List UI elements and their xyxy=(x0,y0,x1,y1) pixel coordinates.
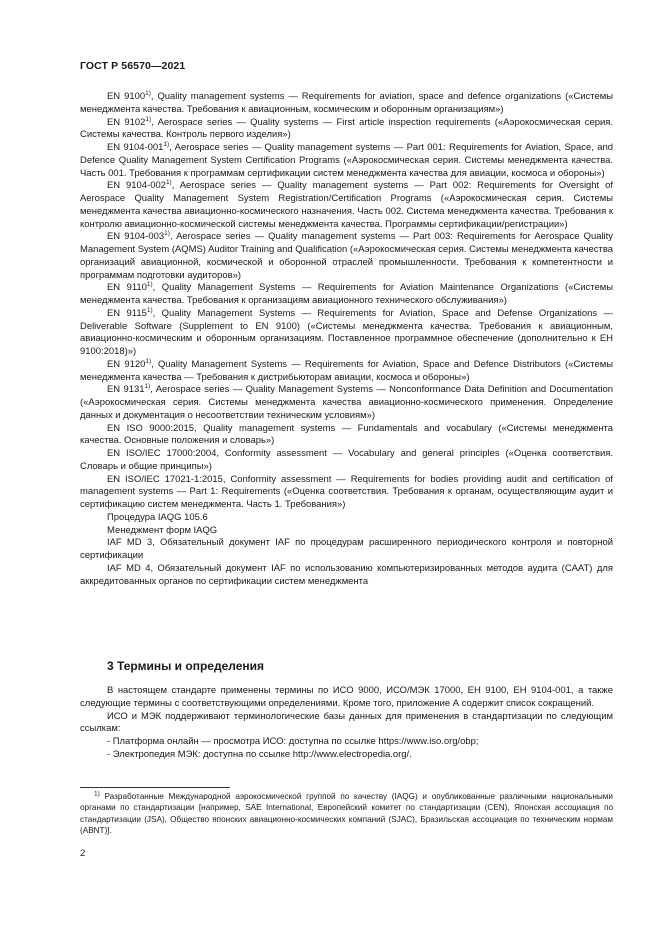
standard-header: ГОСТ Р 56570—2021 xyxy=(80,60,186,72)
paragraph: В настоящем стандарте применены термины по ИСО 9000, ИСО/МЭК 17000, ЕН 9100, ЕН 9104-001, а также следующие термины с соответствующими определениями. Кроме того, приложение А содержит список сокращений. xyxy=(80,685,613,709)
reference-item: EN ISO/IEC 17000:2004, Conformity assessment — Vocabulary and general principles («Оценка соответствия. Словарь и общие принципы») xyxy=(80,448,614,472)
reference-item: EN 9110$^{1)}$, Quality Management Systems — Requirements for Aviation Maintenance Organizations («Системы менеджмента качества. Требования к организациям авиационного технического обслуживания») xyxy=(80,281,613,306)
reference-list xyxy=(80,91,613,588)
footnote xyxy=(80,791,613,837)
reference-item: Менеджмент форм IAQG xyxy=(107,524,218,536)
reference-item: Процедура IAQG 105.6 xyxy=(107,511,208,523)
reference-item: IAF MD 4, Обязательный документ IAF по использованию компьютеризированных методов аудита (CAAT) для аккредитованных органов по сертификации систем менеджмента xyxy=(80,562,613,587)
paragraph: ИСО и МЭК поддерживают терминологические базы данных для применения в стандартизации по следующим ссылкам: xyxy=(80,710,613,735)
reference-item: EN ISO/IEC 17021-1:2015, Conformity assessment — Requirements for bodies providing audit and certification of management systems — Part 1: Requirements («Оценка соответствия. Требования к органам, осуществляющим аудит и сертификацию систем менеджмента. Часть 1. Требования») xyxy=(80,473,613,510)
reference-item: EN 9131$^{1)}$, Aerospace series — Quality Management Systems — Nonconformance Data Definition and Documentation («Аэрокосмическая серия. Системы менеджмента качества авиационно-космического применения. Определение данных и документация о несоответствии техническим условиям») xyxy=(80,383,613,421)
reference-item: EN 9100$^{1)}$, Quality management systems — Requirements for aviation, space and defence organizations («Системы менеджмента качества. Требования к авиационным, космическим и оборонным организациям») xyxy=(80,89,613,115)
reference-item: EN 9120$^{1)}$, Quality Management Systems — Requirements for Aviation, Space and Defence Distributors («Системы менеджмента качества — Требования к дистрибьюторам авиации, космоса и обороны») xyxy=(80,357,613,383)
list-item: - Электропедия МЭК: доступна по ссылке http://www.electropedia.org/. xyxy=(107,748,412,760)
reference-item: EN 9104-001$^{1)}$, Aerospace series — Quality management systems — Part 001: Requirements for Aviation, Space, and Defence Quality Management System Certification Programs («Аэрокосмическая серия. Системы менеджмента качества. Часть 001. Требования к программам сертификации систем менеджмента качества для авиации, космоса и обороны») xyxy=(80,140,613,179)
reference-item: EN 9104-002$^{1)}$, Aerospace series — Quality management systems — Part 002: Requirements for Oversight of Aerospace Quality Management System Registration/Certification Programs («Аэрокосмическая серия. Системы менеджмента качества авиационно-космического назначения. Часть 002. Система менеджмента качества. Требования к контролю авиационно-космической системы менеджмента качества. Программы сертификации/регистрации») xyxy=(80,179,613,230)
reference-item: EN 9115$^{1)}$, Quality Management Systems — Requirements for Aviation, Space and Defense Organizations — Deliverable Software (Supplement to EN 9100) («Системы менеджмента качества. Требования к авиационным, авиационно-космическим и оборонным организациям. Поставленное программное обеспечение (дополнительно к ЕН 9100:2018)») xyxy=(80,306,613,357)
list-item: - Платформа онлайн — просмотра ИСО: доступна по ссылке https://www.iso.org/obp; xyxy=(107,736,479,747)
reference-item: EN ISO 9000:2015, Quality management systems — Fundamentals and vocabulary («Системы менеджмента качества. Основные положения и словарь») xyxy=(80,422,613,447)
section-title: 3 Термины и определения xyxy=(107,659,265,673)
reference-item: IAF MD 3, Обязательный документ IAF по процедурам расширенного периодического контроля и повторной сертификации xyxy=(80,537,613,561)
reference-item: EN 9104-003$^{1)}$, Aerospace series — Quality management systems — Part 003: Requirements for Aerospace Quality Management System (AQMS) Auditor Training and Qualification («Аэрокосмическая серия. Системы менеджмента качества организаций авиационной, космической и оборонной отраслей промышленности. Требования к компетентности и программам подготовки аудиторов») xyxy=(80,230,613,281)
footnote-marker: 1) xyxy=(94,790,100,798)
page-number: 2 xyxy=(80,848,86,859)
section-body xyxy=(80,685,613,762)
reference-item: EN 9102$^{1)}$, Aerospace series — Quality systems — First article inspection requirements («Аэрокосмическая серия. Системы качества. Контроль первого изделия») xyxy=(80,115,613,141)
footnote-divider xyxy=(80,787,230,788)
footnote-text: Разработанные Международной аэрокосмической группой по качеству (IAQG) и опубликованные различными национальными органами по стандартизации [например, SAE International, Европейский комитет по стандартизации (CEN), Японская ассоциация по стандартизации (JSA), Общество японских авиационно-космических компаний (SJAC), Бразильская ассоциация по техническим нормам (ABNT)]. xyxy=(80,792,613,836)
